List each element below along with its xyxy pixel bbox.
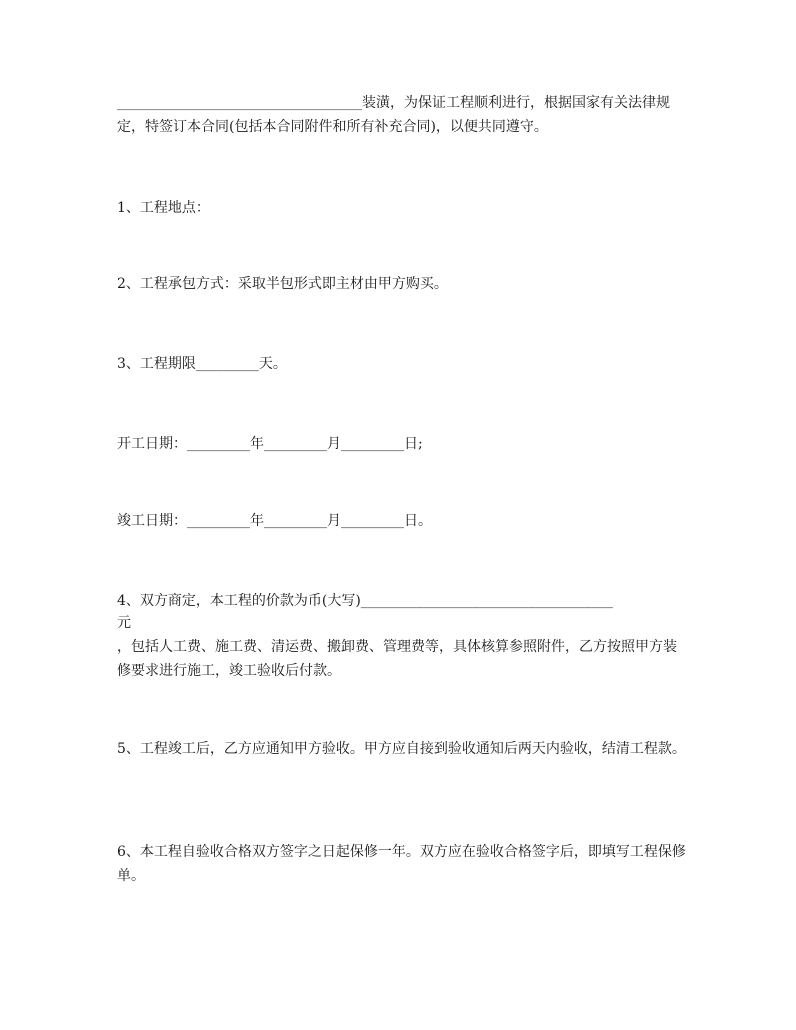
clause-1-location: 1、工程地点：	[117, 200, 210, 216]
clause-3-duration: 3、工程期限_________天。	[117, 356, 287, 372]
clause-4-price-details: ，包括人工费、施工费、清运费、搬卸费、管理费等，具体核算参照附件，乙方按照甲方装修要求进行施工，竣工验收后付款。	[117, 639, 677, 679]
intro-paragraph: ___________________________________装潢，为保证工程顺利进行，根据国家有关法律规定，特签订本合同(包括本合同附件和所有补充合同)，以便共同遵守。	[117, 95, 670, 135]
clause-5-acceptance: 5、工程竣工后，乙方应通知甲方验收。甲方应自接到验收通知后两天内验收，结清工程款。	[117, 741, 686, 757]
clause-4-price-line: 4、双方商定，本工程的价款为币(大写)____________________________________	[117, 593, 613, 609]
end-date-line: 竣工日期：_________年_________月_________日。	[117, 513, 432, 529]
clause-4-currency-unit: 元	[117, 615, 131, 631]
clause-6-warranty: 6、本工程自验收合格双方签字之日起保修一年。双方应在验收合格签字后，即填写工程保修单。	[117, 844, 686, 884]
start-date-line: 开工日期：_________年_________月_________日;	[117, 436, 423, 452]
clause-2-contract-mode: 2、工程承包方式：采取半包形式即主材由甲方购买。	[117, 276, 448, 292]
